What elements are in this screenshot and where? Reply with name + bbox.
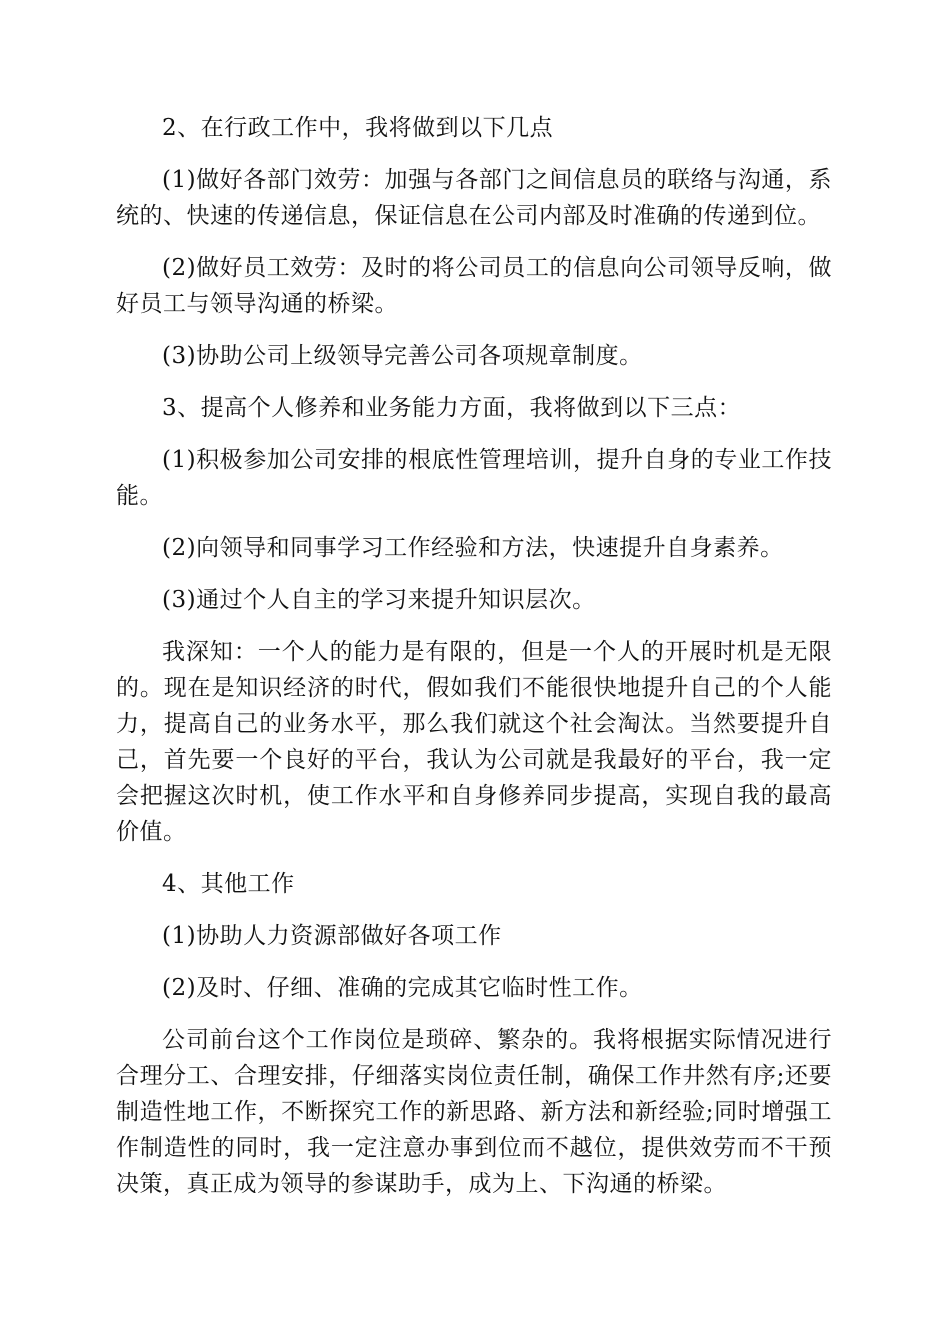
paragraph-self-improvement-heading: 3、提高个人修养和业务能力方面，我将做到以下三点： <box>162 395 742 421</box>
paragraph-reflection: 我深知：一个人的能力是有限的，但是一个人的开展时机是无限的。现在是知识经济的时代，假如我们不能很快地提升自己的个人能力，提高自己的业务水平，那么我们就这个社会淘汰。当然要提升自己，首先要一个良好的平台，我认为公司就是我最好的平台，我一定会把握这次时机，使工作水平和自身修养同步提高，实现自我的最高价值。 <box>116 639 832 845</box>
paragraph-other-work-heading: 4、其他工作 <box>162 871 295 897</box>
paragraph-self-improvement-item-2: (2)向领导和同事学习工作经验和方法，快速提升自身素养。 <box>162 535 784 561</box>
paragraph-self-improvement-item-1: (1)积极参加公司安排的根底性管理培训，提升自身的专业工作技能。 <box>116 447 832 509</box>
paragraph-conclusion: 公司前台这个工作岗位是琐碎、繁杂的。我将根据实际情况进行合理分工、合理安排，仔细落实岗位责任制，确保工作井然有序;还要制造性地工作，不断探究工作的新思路、新方法和新经验;同时增强工作制造性的同时，我一定注意办事到位而不越位，提供效劳而不干预决策，真正成为领导的参谋助手，成为上、下沟通的桥梁。 <box>116 1027 832 1197</box>
paragraph-self-improvement-item-3: (3)通过个人自主的学习来提升知识层次。 <box>162 587 596 613</box>
paragraph-other-work-item-2: (2)及时、仔细、准确的完成其它临时性工作。 <box>162 975 643 1001</box>
paragraph-other-work-item-1: (1)协助人力资源部做好各项工作 <box>162 923 502 949</box>
paragraph-admin-item-1: (1)做好各部门效劳：加强与各部门之间信息员的联络与沟通，系统的、快速的传递信息，保证信息在公司内部及时准确的传递到位。 <box>116 167 832 229</box>
paragraph-admin-item-2: (2)做好员工效劳：及时的将公司员工的信息向公司领导反响，做好员工与领导沟通的桥梁。 <box>116 255 832 317</box>
paragraph-admin-heading: 2、在行政工作中，我将做到以下几点 <box>162 115 554 141</box>
paragraph-admin-item-3: (3)协助公司上级领导完善公司各项规章制度。 <box>162 343 643 369</box>
